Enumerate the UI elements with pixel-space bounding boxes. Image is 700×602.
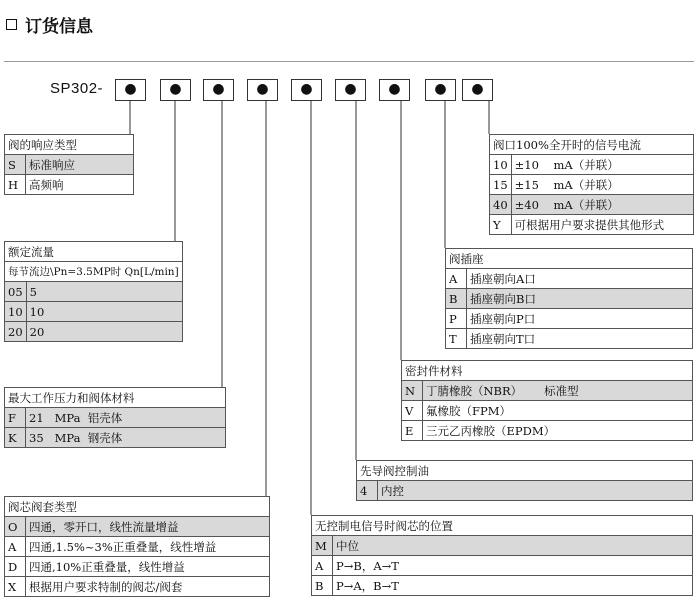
pressure-material-table (4, 387, 226, 448)
fail-value: 中位 (333, 536, 693, 556)
flow-key: 10 (5, 302, 27, 322)
code-slot-3: ● (203, 79, 234, 101)
code-slot-6: ● (335, 79, 366, 101)
spool-key: O (5, 517, 26, 537)
response-key: S (5, 155, 26, 175)
pressure-value: 21 MPa 铝壳体 (26, 408, 226, 428)
base-value: 插座朝向A口 (467, 269, 693, 289)
base-key: B (446, 289, 467, 309)
pressure-key: F (5, 408, 26, 428)
base-key: T (446, 329, 467, 349)
failsafe-position-table (311, 515, 693, 596)
fail-value: P→B，A→T (333, 556, 693, 576)
fail-key: M (312, 536, 333, 556)
response-value: 标准响应 (26, 155, 134, 175)
connector-position-table (445, 248, 693, 349)
spool-value: 四通,10%正重叠量，线性增益 (26, 557, 270, 577)
current-value: ±40 mA（并联） (511, 195, 693, 215)
spool-title: 阀芯阀套类型 (5, 497, 270, 517)
base-value: 插座朝向T口 (467, 329, 693, 349)
flow-value: 5 (26, 282, 182, 302)
base-key: P (446, 309, 467, 329)
pressure-value: 35 MPa 钢壳体 (26, 428, 226, 448)
fail-key: A (312, 556, 333, 576)
seal-title: 密封件材料 (402, 361, 693, 381)
current-key: 15 (490, 175, 512, 195)
spool-type-table (4, 496, 270, 597)
signal-current-table (489, 134, 694, 235)
flow-value: 20 (26, 322, 182, 342)
seal-value: 丁腈橡胶（NBR） 标准型 (423, 381, 693, 401)
flow-subtitle: 每节流边\Pn=3.5MP时 Qn[L/min] (5, 262, 183, 282)
model-code-prefix: SP302- (50, 80, 104, 97)
section-title-text: 订货信息 (25, 17, 93, 36)
flow-title: 额定流量 (5, 242, 183, 262)
pilot-title: 先导阀控制油 (357, 461, 693, 481)
seal-value: 氟橡胶（FPM） (423, 401, 693, 421)
current-key: 10 (490, 155, 512, 175)
flow-key: 20 (5, 322, 27, 342)
base-value: 插座朝向P口 (467, 309, 693, 329)
base-value: 插座朝向B口 (467, 289, 693, 309)
seal-key: N (402, 381, 423, 401)
pilot-key: 4 (357, 481, 378, 501)
current-value: 可根据用户要求提供其他形式 (511, 215, 693, 235)
seal-material-table (401, 360, 693, 441)
code-slot-1: ● (115, 79, 146, 101)
spool-key: D (5, 557, 26, 577)
current-value: ±10 mA（并联） (511, 155, 693, 175)
code-slot-7: ● (379, 79, 410, 101)
current-key: Y (490, 215, 512, 235)
current-title: 阀口100%全开时的信号电流 (490, 135, 694, 155)
fail-title: 无控制电信号时阀芯的位置 (312, 516, 693, 536)
pilot-oil-table (356, 460, 693, 501)
fail-value: P→A，B→T (333, 576, 693, 596)
fail-key: B (312, 576, 333, 596)
seal-key: V (402, 401, 423, 421)
seal-value: 三元乙丙橡胶（EPDM） (423, 421, 693, 441)
spool-value: 四通,1.5%~3%正重叠量，线性增益 (26, 537, 270, 557)
response-value: 高频响 (26, 175, 134, 195)
pressure-key: K (5, 428, 26, 448)
flow-value: 10 (26, 302, 182, 322)
current-key: 40 (490, 195, 512, 215)
code-slot-4: ● (247, 79, 278, 101)
code-slot-2: ● (160, 79, 191, 101)
spool-key: X (5, 577, 26, 597)
code-slot-8: ● (425, 79, 456, 101)
current-value: ±15 mA（并联） (511, 175, 693, 195)
response-title: 阀的响应类型 (5, 135, 134, 155)
pilot-value: 内控 (378, 481, 693, 501)
code-slot-5: ● (291, 79, 322, 101)
rated-flow-table (4, 241, 183, 342)
base-key: A (446, 269, 467, 289)
code-slot-9: ● (462, 79, 493, 101)
spool-key: A (5, 537, 26, 557)
response-type-table (4, 134, 134, 195)
response-key: H (5, 175, 26, 195)
spool-value: 四通，零开口，线性流量增益 (26, 517, 270, 537)
flow-key: 05 (5, 282, 27, 302)
base-title: 阀插座 (446, 249, 693, 269)
seal-key: E (402, 421, 423, 441)
pressure-title: 最大工作压力和阀体材料 (5, 388, 226, 408)
spool-value: 根据用户要求特制的阀芯/阀套 (26, 577, 270, 597)
